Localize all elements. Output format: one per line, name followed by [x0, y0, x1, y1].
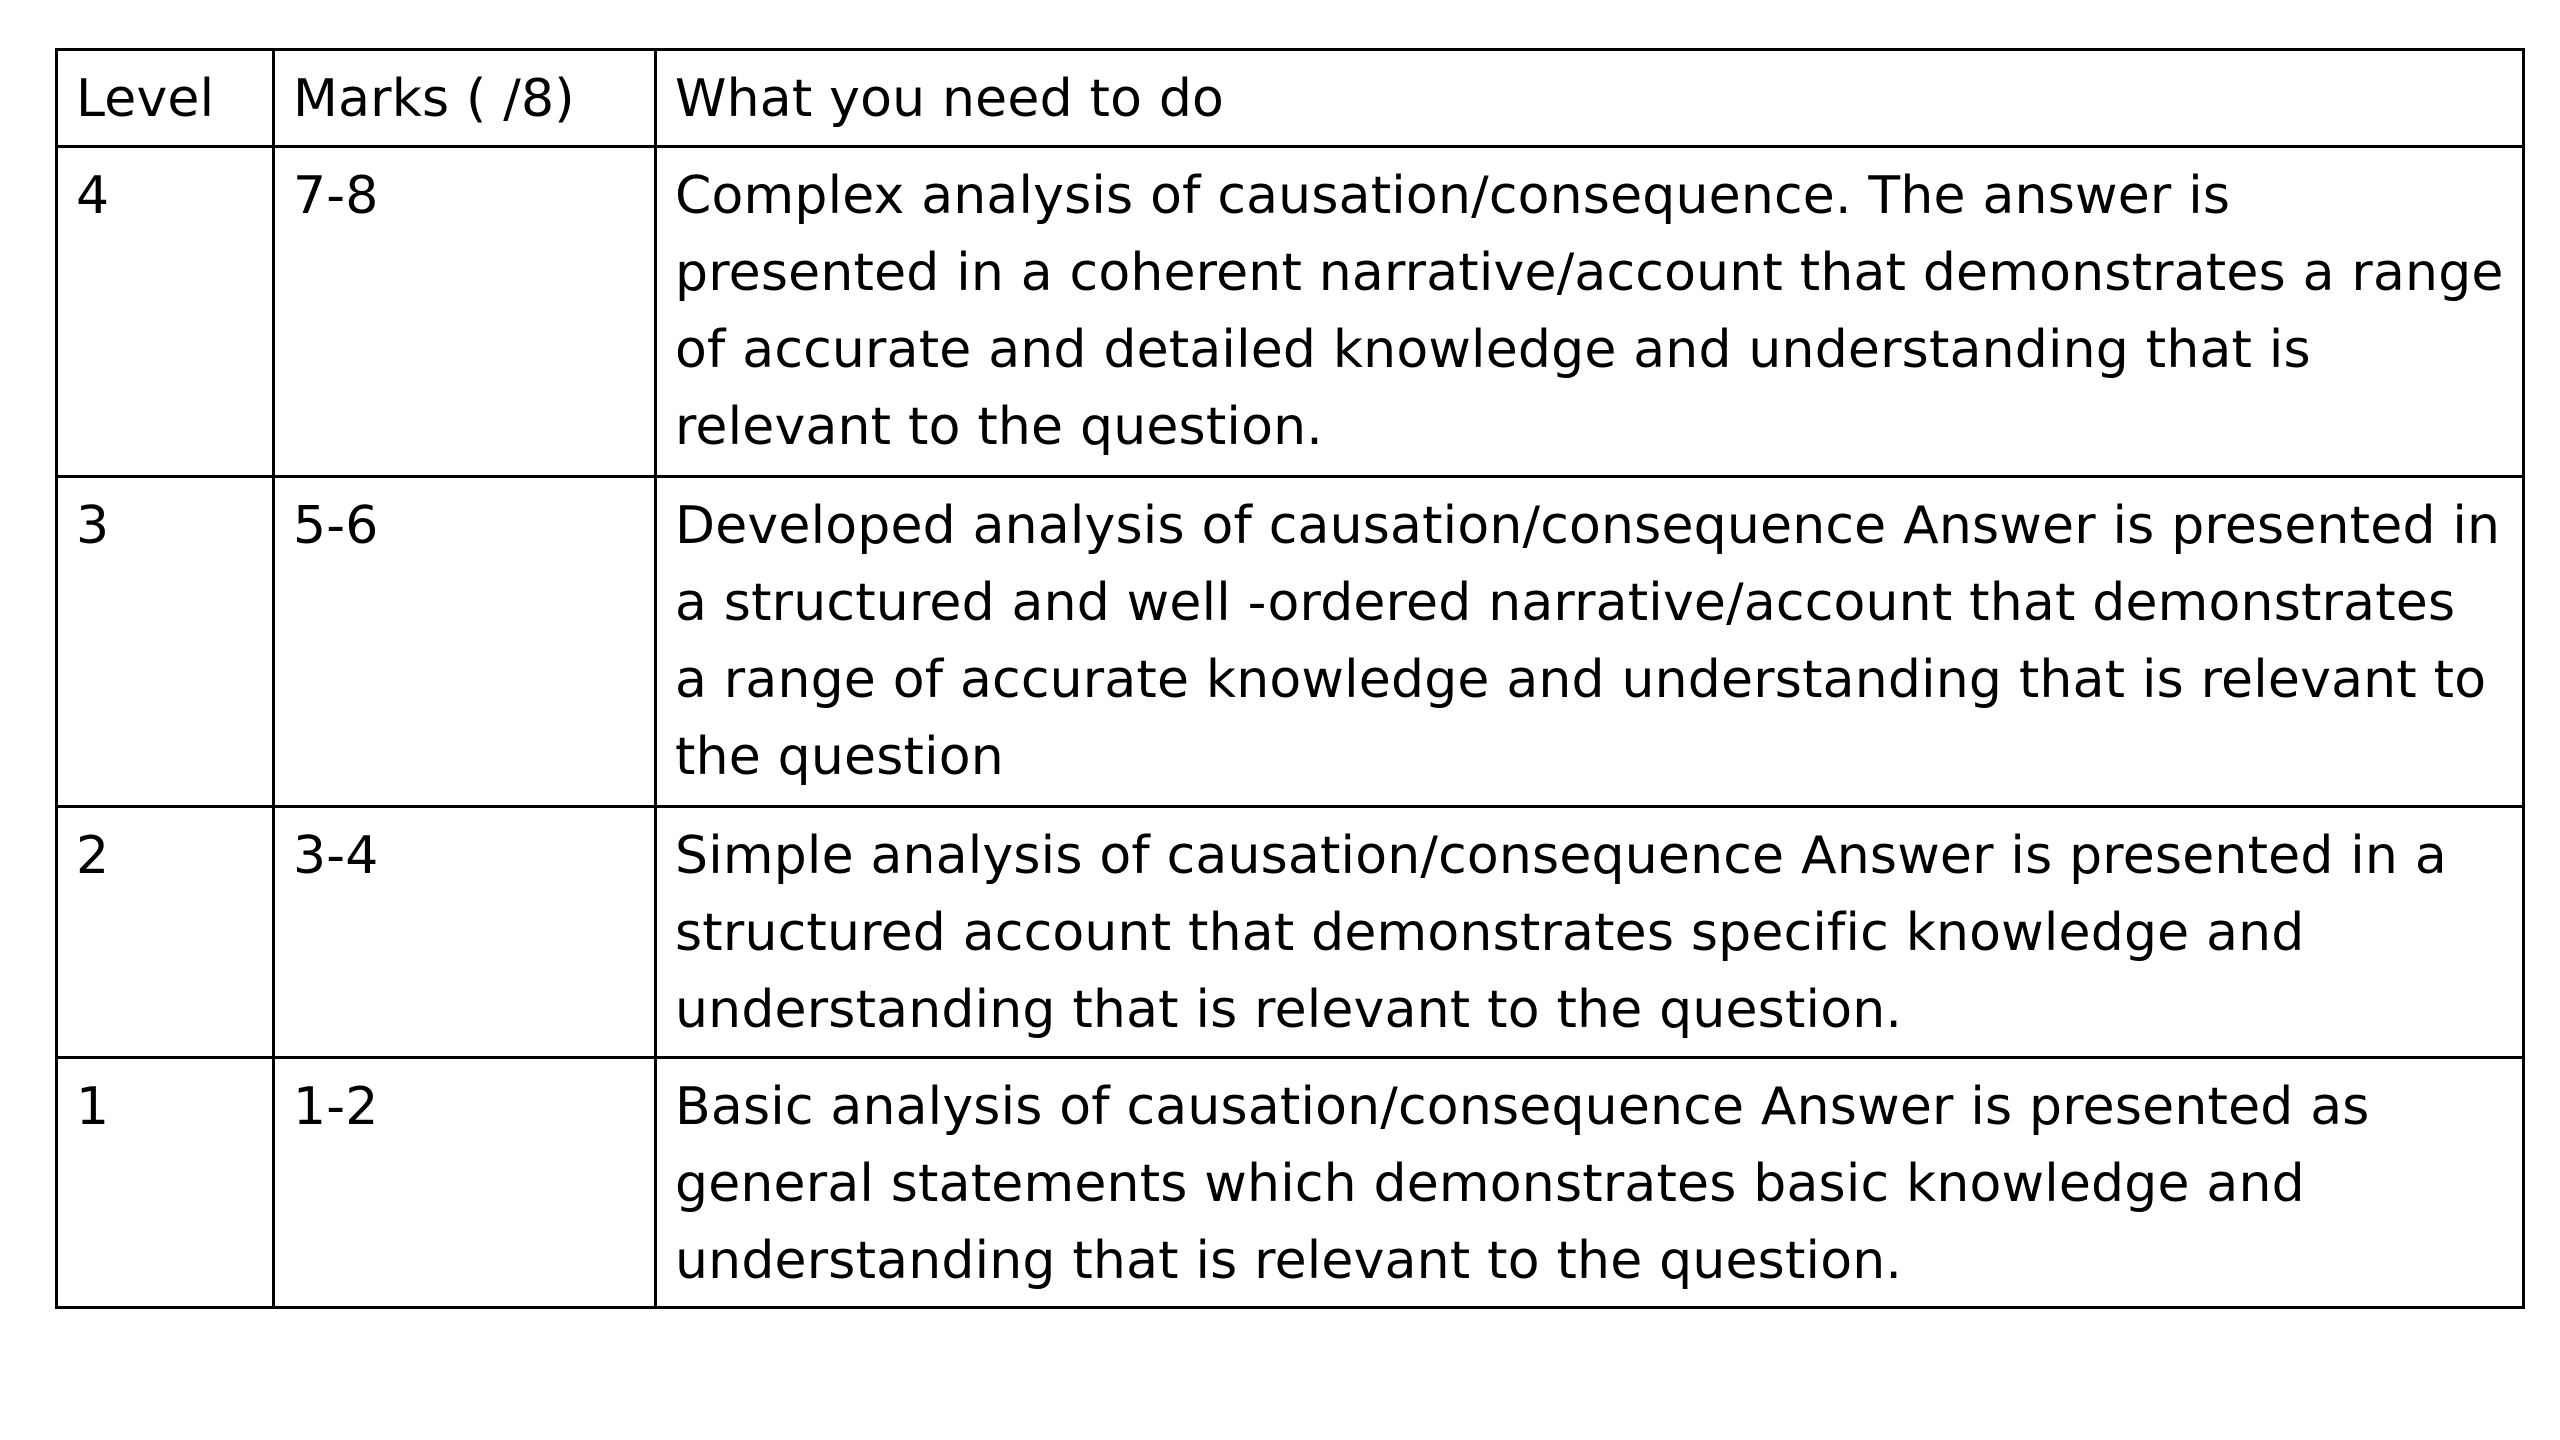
mark-scheme-table [55, 48, 2525, 1309]
description-cell: Simple analysis of causation/consequence Answer is presented in a structured account that demonstrates specific knowledge and understanding that is relevant to the question. [656, 807, 2524, 1058]
description-cell: Developed analysis of causation/consequence Answer is presented in a structured and well -ordered narrative/account that demonstrates a range of accurate knowledge and understanding that is relevant to the question [656, 477, 2524, 807]
level-cell: 3 [57, 477, 274, 807]
marks-cell: 3-4 [274, 807, 656, 1058]
header-marks: Marks ( /8) [274, 50, 656, 147]
description-cell: Complex analysis of causation/consequence. The answer is presented in a coherent narrative/account that demonstrates a range of accurate and detailed knowledge and understanding that is relevant to the question. [656, 147, 2524, 477]
header-level: Level [57, 50, 274, 147]
marks-cell: 5-6 [274, 477, 656, 807]
table-row [57, 147, 2524, 477]
table-row [57, 1058, 2524, 1308]
level-cell: 1 [57, 1058, 274, 1308]
description-cell: Basic analysis of causation/consequence Answer is presented as general statements which demonstrates basic knowledge and understanding that is relevant to the question. [656, 1058, 2524, 1308]
level-cell: 2 [57, 807, 274, 1058]
header-description: What you need to do [656, 50, 2524, 147]
table-row [57, 477, 2524, 807]
table-header-row [57, 50, 2524, 147]
level-cell: 4 [57, 147, 274, 477]
marks-cell: 7-8 [274, 147, 656, 477]
marks-cell: 1-2 [274, 1058, 656, 1308]
table-row [57, 807, 2524, 1058]
